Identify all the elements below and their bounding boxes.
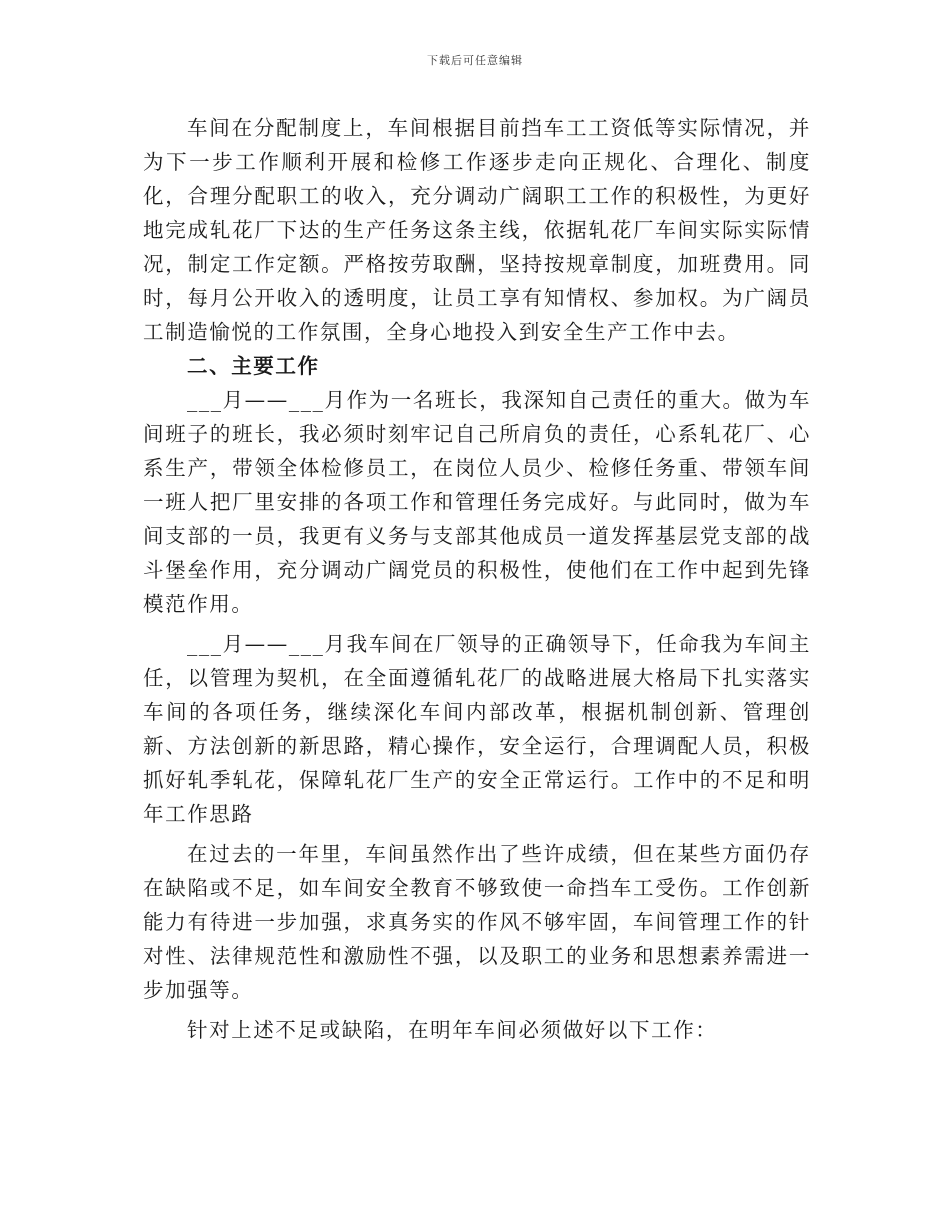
document-body [143,111,811,1047]
section-heading-main-work: 二、主要工作 [187,354,320,378]
paragraph-shortcomings: 在过去的一年里，车间虽然作出了些许成绩，但在某些方面仍存在缺陷或不足，如车间安全教育不够致使一命挡车工受伤。工作创新能力有待进一步加强，求真务实的作风不够牢固，车间管理工作的针对性、法律规范性和激励性不强，以及职工的业务和思想素养需进一步加强等。 [143,842,811,1002]
paragraph-next-year-plan: 针对上述不足或缺陷，在明年车间必须做好以下工作： [187,1018,718,1042]
header-note: 下载后可任意编辑 [427,54,523,67]
paragraph-team-leader: ___月——___月作为一名班长，我深知自己责任的重大。做为车间班子的班长，我必须时刻牢记自己所肩负的责任，心系轧花厂、心系生产，带领全体检修员工，在岗位人员少、检修任务重、带领车间一班人把厂里安排的各项工作和管理任务完成好。与此同时，做为车间支部的一员，我更有义务与支部其他成员一道发挥基层党支部的战斗堡垒作用，充分调动广阔党员的积极性，使他们在工作中起到先锋模范作用。 [143,388,811,616]
paragraph-distribution-system: 车间在分配制度上，车间根据目前挡车工工资低等实际情况，并为下一步工作顺利开展和检修工作逐步走向正规化、合理化、制度化，合理分配职工的收入，充分调动广阔职工工作的积极性，为更好地完成轧花厂下达的生产任务这条主线，依据轧花厂车间实际实际情况，制定工作定额。严格按劳取酬，坚持按规章制度，加班费用。同时，每月公开收入的透明度，让员工享有知情权、参加权。为广阔员工制造愉悦的工作氛围，全身心地投入到安全生产工作中去。 [143,116,811,344]
paragraph-workshop-director: ___月——___月我车间在厂领导的正确领导下，任命我为车间主任，以管理为契机，在全面遵循轧花厂的战略进展大格局下扎实落实车间的各项任务，继续深化车间内部改革，根据机制创新、管理创新、方法创新的新思路，精心操作，安全运行，合理调配人员，积极抓好轧季轧花，保障轧花厂生产的安全正常运行。工作中的不足和明年工作思路 [143,632,811,826]
